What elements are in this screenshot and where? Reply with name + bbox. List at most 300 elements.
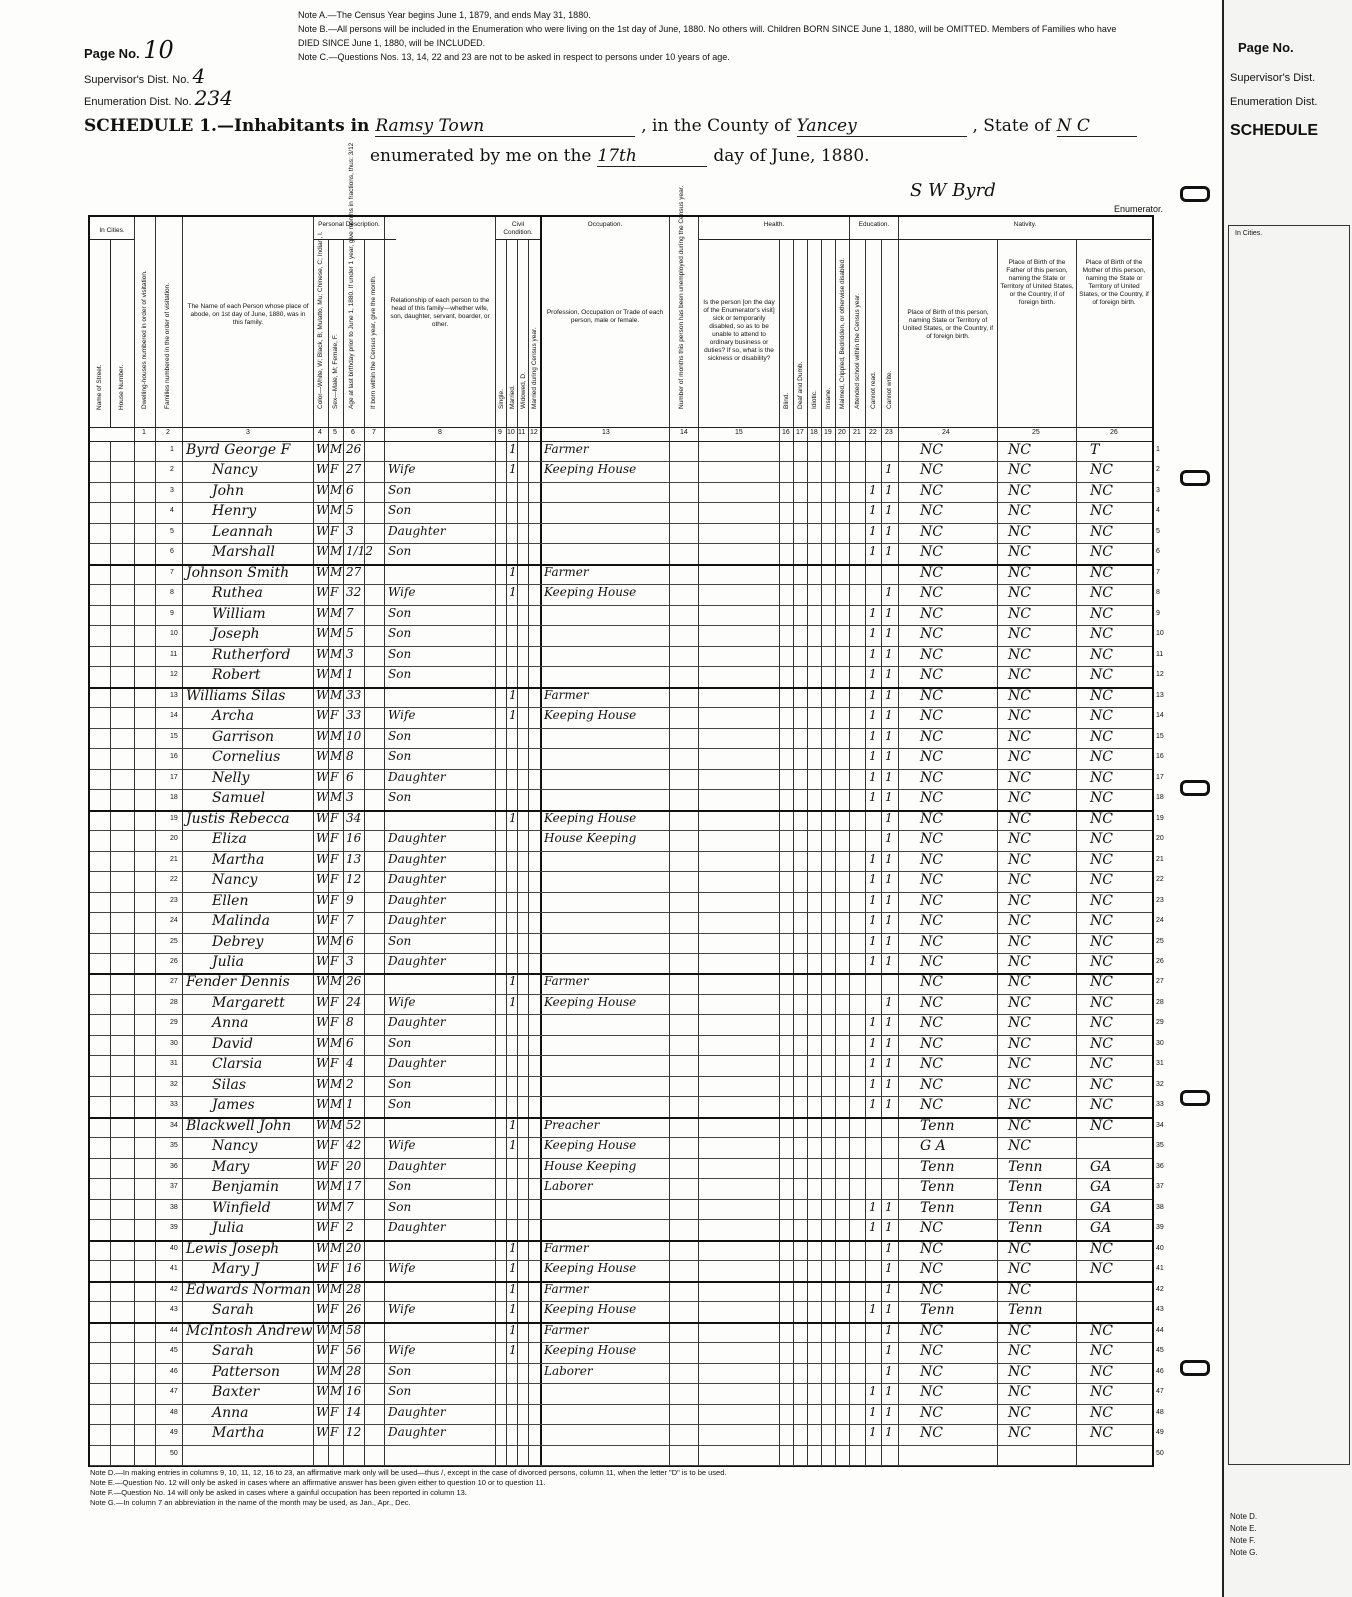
- cell-b: Tenn: [920, 1179, 955, 1196]
- cell-color: W: [316, 626, 329, 641]
- cell-age: 3: [346, 523, 354, 538]
- table-row: [90, 1260, 1164, 1282]
- note-c: Note C.—Questions Nos. 13, 14, 22 and 23 are not to be asked in respect to persons under 10 years of age.: [298, 52, 730, 62]
- cell-sex: M: [330, 482, 343, 497]
- cell-b: NC: [920, 1056, 943, 1073]
- cell-f: Tenn: [1008, 1220, 1043, 1237]
- table-row: [90, 994, 1164, 1015]
- row-number: 33: [170, 1101, 178, 1109]
- cell-color: W: [316, 1097, 329, 1112]
- cell-name: Julia: [212, 954, 244, 970]
- grid-line: [314, 239, 396, 240]
- cell-m: NC: [1090, 1343, 1113, 1360]
- cell-age: 5: [346, 503, 354, 518]
- cell-m: NC: [1090, 626, 1113, 643]
- cell-color: W: [316, 1015, 329, 1030]
- cell-color: W: [316, 831, 329, 846]
- cell-name: Henry: [212, 503, 257, 520]
- col-header-deaf: Deaf and Dumb.: [794, 239, 808, 427]
- cell-read: 1: [869, 626, 877, 641]
- grid-line: [699, 239, 849, 240]
- col-num: 2: [166, 429, 170, 436]
- cell-name: Ruthea: [212, 585, 263, 602]
- cell-sex: M: [330, 1035, 343, 1050]
- cell-color: W: [316, 851, 329, 866]
- cell-color: W: [316, 1261, 329, 1276]
- table-row: [90, 789, 1164, 811]
- row-number: 10: [170, 630, 178, 638]
- cell-sex: M: [330, 1117, 343, 1132]
- cell-m: GA: [1090, 1158, 1112, 1175]
- col-num: 11: [518, 429, 526, 436]
- cell-color: W: [316, 872, 329, 887]
- row-number-right: 15: [1156, 732, 1164, 740]
- cell-f: Tenn: [1008, 1302, 1043, 1319]
- col-num: 20: [838, 429, 846, 436]
- row-number-right: 28: [1156, 998, 1164, 1006]
- cell-f: NC: [1008, 1384, 1031, 1401]
- cell-m: NC: [1090, 544, 1113, 561]
- cell-b: NC: [920, 974, 943, 991]
- row-number-right: 49: [1156, 1429, 1164, 1437]
- cell-f: NC: [1008, 954, 1031, 970]
- cell-age: 33: [346, 687, 362, 702]
- cell-name: Nancy: [212, 462, 258, 479]
- cell-read: 1: [869, 667, 877, 682]
- cell-sex: F: [330, 831, 339, 846]
- cell-name: Julia: [212, 1220, 244, 1237]
- cell-age: 2: [346, 1076, 354, 1091]
- cell-m: NC: [1090, 810, 1113, 827]
- county-label: , in the County of: [641, 116, 791, 136]
- row-number: 43: [170, 1306, 178, 1314]
- cell-m: NC: [1090, 769, 1113, 786]
- cell-b: NC: [920, 872, 943, 889]
- cell-color: W: [316, 913, 329, 928]
- cell-m: NC: [1090, 605, 1113, 622]
- cell-color: W: [316, 954, 329, 968]
- cell-sex: M: [330, 667, 343, 682]
- cell-write: 1: [885, 872, 893, 887]
- cell-color: W: [316, 1199, 329, 1214]
- table-row: [90, 564, 1160, 585]
- row-number-right: 22: [1156, 876, 1164, 884]
- col-header-single: Single.: [496, 239, 507, 427]
- cell-sex: F: [330, 585, 339, 600]
- note-b: Note B.—All persons will be included in the Enumeration who were living on the 1st day of June, 1880. No others will. Children BORN SINCE June 1, 1880, will be OMITTED. Members of Families who have DIED SINCE June 1, 1880, will be INCLUDED.: [298, 24, 1117, 48]
- cell-rel: Son: [388, 728, 412, 743]
- row-number-right: 1: [1156, 446, 1160, 453]
- cell-write: 1: [885, 1343, 893, 1358]
- cell-name: Sarah: [212, 1343, 254, 1360]
- cell-age: 6: [346, 1035, 354, 1050]
- cell-name: Archa: [212, 708, 255, 725]
- cell-m: NC: [1090, 954, 1113, 970]
- cell-b: NC: [920, 585, 943, 602]
- cell-m: NC: [1090, 851, 1113, 868]
- enum-day: 17th: [597, 146, 707, 167]
- cell-sex: F: [330, 1404, 339, 1419]
- row-number: 32: [170, 1080, 178, 1088]
- row-number-right: 24: [1156, 917, 1164, 925]
- cell-read: 1: [869, 872, 877, 887]
- next-in-cities: In Cities.: [1235, 230, 1263, 237]
- cell-rel: Wife: [388, 994, 416, 1009]
- row-number: 41: [170, 1265, 178, 1273]
- row-number-right: 34: [1156, 1121, 1164, 1129]
- table-row: [90, 482, 1160, 503]
- supervisor-label: Supervisor's Dist. No.: [84, 74, 190, 86]
- cell-write: 1: [885, 646, 893, 661]
- row-number-right: 9: [1156, 609, 1160, 617]
- table-row: [90, 441, 1160, 462]
- row-number-right: 5: [1156, 527, 1160, 535]
- cell-sex: F: [330, 872, 339, 887]
- cell-rel: Son: [388, 503, 412, 518]
- binding-ring-icon: [1180, 1360, 1210, 1376]
- cell-color: W: [316, 974, 329, 989]
- cell-read: 1: [869, 544, 877, 559]
- cell-f: NC: [1008, 1035, 1031, 1052]
- cell-m: NC: [1090, 646, 1113, 663]
- next-enumeration-label: Enumeration Dist.: [1230, 96, 1318, 108]
- cell-f: NC: [1008, 1363, 1031, 1380]
- row-number-right: 45: [1156, 1347, 1164, 1355]
- row-number: 26: [170, 958, 178, 965]
- cell-b: NC: [920, 564, 943, 581]
- cell-b: NC: [920, 1404, 943, 1421]
- row-number: 17: [170, 773, 178, 781]
- cell-read: 1: [869, 1302, 877, 1317]
- cell-m: NC: [1090, 1261, 1113, 1278]
- cell-sex: F: [330, 1056, 339, 1071]
- cell-age: 8: [346, 1015, 354, 1030]
- cell-f: NC: [1008, 728, 1031, 745]
- cell-color: W: [316, 564, 329, 579]
- col-num: 19: [824, 429, 832, 436]
- cell-name: Debrey: [212, 933, 264, 950]
- cell-sex: M: [330, 442, 343, 456]
- cell-m: NC: [1090, 974, 1113, 991]
- col-num: 25: [1032, 429, 1040, 436]
- table-row: [90, 1055, 1164, 1076]
- cell-write: 1: [885, 1384, 893, 1399]
- cell-rel: Son: [388, 1199, 412, 1214]
- table-row: [90, 543, 1160, 565]
- cell-age: 6: [346, 482, 354, 497]
- cell-read: 1: [869, 913, 877, 928]
- cell-b: NC: [920, 1384, 943, 1401]
- enum-prefix: enumerated by me on the: [370, 146, 592, 166]
- cell-m: NC: [1090, 1056, 1113, 1073]
- cell-rel: Wife: [388, 1302, 416, 1317]
- cell-age: 7: [346, 1199, 354, 1214]
- cell-write: 1: [885, 954, 893, 968]
- note-f: Note F.—Question No. 14 will only be asked in cases where a gainful occupation has been reported in column 13.: [90, 1488, 467, 1497]
- cell-name: James: [212, 1097, 255, 1114]
- table-row: [90, 1035, 1164, 1056]
- cell-name: William: [212, 605, 266, 622]
- table-row: [90, 1137, 1164, 1158]
- col-num: 3: [246, 429, 250, 436]
- cell-color: W: [316, 1384, 329, 1399]
- cell-occ: Laborer: [544, 1363, 593, 1378]
- cell-sex: F: [330, 462, 339, 477]
- cell-name: Nancy: [212, 1138, 258, 1155]
- cell-age: 6: [346, 933, 354, 948]
- cell-sex: F: [330, 1425, 339, 1440]
- cell-b: NC: [920, 1261, 943, 1278]
- cell-mar: 1: [509, 687, 517, 702]
- cell-write: 1: [885, 933, 893, 948]
- row-number: 12: [170, 671, 178, 679]
- col-header-street: Name of Street.: [90, 239, 111, 428]
- cell-name: Ellen: [212, 892, 249, 909]
- cell-b: NC: [920, 1097, 943, 1114]
- cell-occ: Keeping House: [544, 585, 637, 600]
- cell-sex: F: [330, 892, 339, 907]
- cell-f: NC: [1008, 442, 1031, 458]
- table-row: [90, 584, 1160, 605]
- cell-f: NC: [1008, 810, 1031, 827]
- cell-write: 1: [885, 851, 893, 866]
- cell-write: 1: [885, 626, 893, 641]
- cell-m: NC: [1090, 831, 1113, 848]
- table-row: [90, 1117, 1164, 1138]
- col-header-cannot-write: Cannot write.: [882, 239, 899, 427]
- cell-b: Tenn: [920, 1158, 955, 1175]
- note-g: Note G.—In column 7 an abbreviation in the name of the month may be used, as Jan., Apr., Dec.: [90, 1498, 411, 1507]
- cell-sex: M: [330, 933, 343, 948]
- cell-read: 1: [869, 523, 877, 538]
- row-number: 5: [170, 527, 174, 535]
- cell-sex: M: [330, 1363, 343, 1378]
- cell-color: W: [316, 769, 329, 784]
- cell-name: Malinda: [212, 913, 270, 930]
- col-header-personal: Personal Description.: [314, 217, 385, 239]
- cell-b: NC: [920, 1220, 943, 1237]
- cell-mar: 1: [509, 1138, 517, 1153]
- row-number: 8: [170, 589, 174, 597]
- col-header-mother-birth: Place of Birth of the Mother of this person, naming the State or Territory of United States, or the Country, if of foreign birth.: [1079, 259, 1149, 306]
- cell-write: 1: [885, 544, 893, 559]
- cell-name: Nelly: [212, 769, 250, 786]
- row-number-right: 25: [1156, 937, 1164, 945]
- cell-age: 58: [346, 1322, 362, 1337]
- cell-rel: Daughter: [388, 954, 446, 968]
- cell-age: 27: [346, 564, 362, 579]
- table-row: [90, 851, 1164, 872]
- cell-occ: Keeping House: [544, 462, 637, 477]
- table-row: [90, 1383, 1164, 1404]
- cell-f: NC: [1008, 1240, 1031, 1257]
- col-header-family: Families numbered in the order of visitation.: [156, 217, 183, 427]
- col-num: 17: [796, 429, 804, 436]
- cell-rel: Daughter: [388, 851, 446, 866]
- cell-b: NC: [920, 442, 943, 458]
- cell-name: Marshall: [212, 544, 275, 561]
- table-row: [90, 810, 1164, 831]
- cell-m: NC: [1090, 1240, 1113, 1257]
- col-header-health: Is the person [on the day of the Enumerator's visit] sick or temporarily disabled, so as to be unable to attend to ordinary business or duties? If so, what is the sickness or disability?: [699, 239, 780, 427]
- cell-sex: M: [330, 605, 343, 620]
- cell-f: NC: [1008, 708, 1031, 725]
- cell-sex: F: [330, 1158, 339, 1173]
- cell-read: 1: [869, 1076, 877, 1091]
- cell-f: NC: [1008, 1015, 1031, 1032]
- cell-f: NC: [1008, 1097, 1031, 1114]
- cell-b: NC: [920, 954, 943, 970]
- cell-read: 1: [869, 728, 877, 743]
- cell-write: 1: [885, 1302, 893, 1317]
- cell-occ: Farmer: [544, 1322, 589, 1337]
- cell-rel: Daughter: [388, 1158, 446, 1173]
- binding-ring-icon: [1180, 780, 1210, 796]
- cell-m: NC: [1090, 1322, 1113, 1339]
- cell-color: W: [316, 1322, 329, 1337]
- cell-color: W: [316, 1425, 329, 1440]
- row-number-right: 12: [1156, 671, 1164, 679]
- cell-rel: Wife: [388, 1261, 416, 1276]
- cell-b: NC: [920, 1076, 943, 1093]
- cell-sex: F: [330, 708, 339, 723]
- col-header-maimed: Maimed, Crippled, Bedridden, or otherwise disabled.: [836, 239, 850, 427]
- cell-color: W: [316, 687, 329, 702]
- next-supervisor-label: Supervisor's Dist.: [1230, 72, 1316, 84]
- cell-m: NC: [1090, 1076, 1113, 1093]
- cell-age: 28: [346, 1281, 362, 1296]
- cell-rel: Son: [388, 933, 412, 948]
- table-row: [90, 1404, 1164, 1425]
- bottom-notes: [90, 1468, 1090, 1508]
- cell-f: NC: [1008, 892, 1031, 909]
- cell-read: 1: [869, 1404, 877, 1419]
- cell-b: NC: [920, 769, 943, 786]
- row-number: 38: [170, 1203, 178, 1211]
- cell-name: David: [212, 1035, 253, 1052]
- col-num: 14: [680, 429, 688, 436]
- cell-rel: Daughter: [388, 1220, 446, 1235]
- cell-color: W: [316, 1404, 329, 1419]
- cell-name: Margarett: [212, 994, 285, 1011]
- cell-sex: F: [330, 769, 339, 784]
- cell-age: 9: [346, 892, 354, 907]
- row-number: 34: [170, 1121, 178, 1129]
- table-row: [90, 1096, 1164, 1118]
- row-number-right: 14: [1156, 712, 1164, 720]
- table-row: [90, 461, 1160, 482]
- col-header-blind: Blind.: [780, 239, 794, 427]
- cell-age: 32: [346, 585, 362, 600]
- cell-name: Rutherford: [212, 646, 291, 663]
- cell-color: W: [316, 728, 329, 743]
- cell-write: 1: [885, 1097, 893, 1112]
- row-number: 31: [170, 1060, 178, 1068]
- cell-color: W: [316, 1240, 329, 1255]
- cell-b: NC: [920, 1281, 943, 1298]
- cell-mar: 1: [509, 810, 517, 825]
- cell-f: NC: [1008, 564, 1031, 581]
- county-name: Yancey: [797, 116, 967, 137]
- table-row: [90, 502, 1160, 523]
- next-note-d: Note D.: [1230, 1512, 1258, 1521]
- cell-color: W: [316, 933, 329, 948]
- row-number: 22: [170, 876, 178, 884]
- row-number-right: 11: [1156, 650, 1164, 658]
- col-header-married: Married.: [507, 239, 518, 427]
- col-header-color: Color—White, W; Black, B; Mulatto, Mu; Chinese, C; Indian, I.: [314, 239, 329, 427]
- cell-read: 1: [869, 708, 877, 723]
- cell-read: 1: [869, 605, 877, 620]
- cell-b: NC: [920, 892, 943, 909]
- row-number-right: 17: [1156, 773, 1164, 781]
- cell-color: W: [316, 585, 329, 600]
- cell-m: NC: [1090, 503, 1113, 520]
- cell-name: Martha: [212, 1425, 265, 1442]
- table-row: [90, 953, 1164, 975]
- row-number-right: 40: [1156, 1244, 1164, 1252]
- cell-sex: M: [330, 626, 343, 641]
- cell-rel: Son: [388, 1035, 412, 1050]
- cell-sex: M: [330, 503, 343, 518]
- cell-name: Baxter: [212, 1384, 260, 1401]
- cell-write: 1: [885, 462, 893, 477]
- cell-name: John: [212, 482, 245, 499]
- row-number: 13: [170, 691, 178, 699]
- cell-m: NC: [1090, 1404, 1113, 1421]
- cell-occ: Laborer: [544, 1179, 593, 1194]
- cell-mar: 1: [509, 1322, 517, 1337]
- cell-f: NC: [1008, 1281, 1031, 1298]
- cell-b: NC: [920, 933, 943, 950]
- top-notes: [298, 8, 1118, 64]
- table-row: [90, 1014, 1164, 1035]
- row-number: 6: [170, 548, 174, 556]
- state-name: N C: [1057, 116, 1137, 137]
- cell-name: Benjamin: [212, 1179, 280, 1196]
- cell-color: W: [316, 1056, 329, 1071]
- table-row: [90, 687, 1164, 708]
- cell-color: W: [316, 708, 329, 723]
- cell-rel: Son: [388, 667, 412, 682]
- cell-rel: Wife: [388, 1138, 416, 1153]
- enumeration-district: [84, 86, 233, 110]
- cell-rel: Daughter: [388, 831, 446, 846]
- cell-age: 7: [346, 913, 354, 928]
- row-number: 23: [170, 896, 178, 904]
- col-header-months-unemployed: Number of months this person has been unemployed during the Census year.: [670, 217, 699, 427]
- col-header-school: Attended school within the Census year.: [850, 239, 866, 427]
- col-header-age: Age at last birthday prior to June 1, 1880. If under 1 year, give months in fractions, thus: 3/12: [344, 239, 365, 427]
- cell-f: NC: [1008, 1117, 1031, 1134]
- cell-read: 1: [869, 933, 877, 948]
- cell-rel: Daughter: [388, 523, 446, 538]
- row-number-right: 26: [1156, 958, 1164, 965]
- cell-f: NC: [1008, 913, 1031, 930]
- row-number-right: 7: [1156, 568, 1160, 576]
- table-row: [90, 892, 1164, 913]
- cell-rel: Wife: [388, 462, 416, 477]
- cell-write: 1: [885, 1056, 893, 1071]
- cell-write: 1: [885, 892, 893, 907]
- cell-read: 1: [869, 1035, 877, 1050]
- cell-age: 6: [346, 769, 354, 784]
- cell-age: 1: [346, 1097, 354, 1112]
- col-num: 18: [810, 429, 818, 436]
- col-num: 23: [885, 429, 893, 436]
- table-row: [90, 523, 1160, 544]
- table-row: [90, 1158, 1164, 1179]
